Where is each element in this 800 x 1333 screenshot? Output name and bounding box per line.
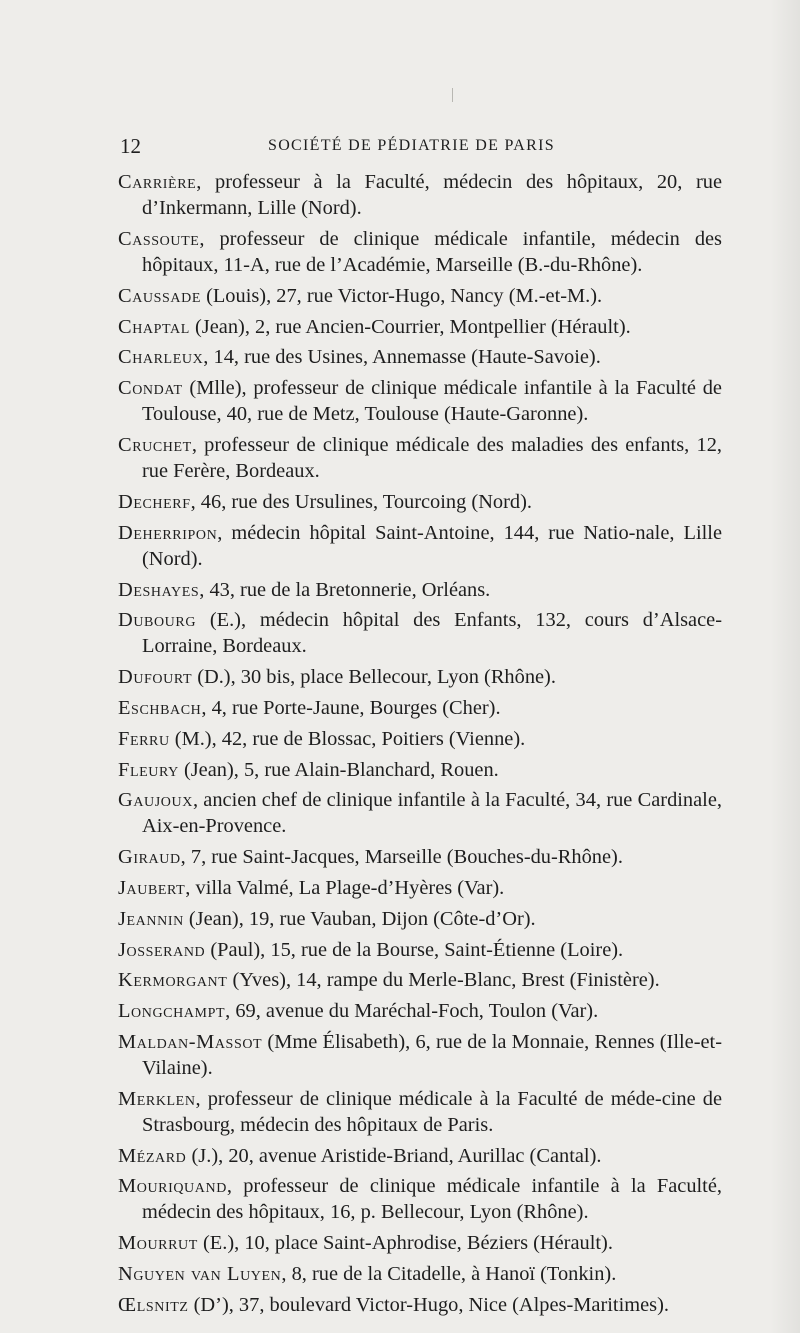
member-details: , professeur à la Faculté, médecin des hôpitaux, 20, rue d’Inkermann, Lille (Nord).: [142, 171, 722, 220]
member-entry: [118, 1173, 722, 1225]
member-details: , professeur de clinique médicale infantile à la Faculté, médecin des hôpitaux, 16, p. Bellecour, Lyon (Rhône).: [142, 1175, 722, 1224]
member-name: Deherripon: [118, 521, 218, 544]
member-name: Caussade: [118, 284, 201, 307]
member-entry: [118, 1292, 722, 1318]
member-entry: [118, 375, 722, 427]
member-details: , 7, rue Saint-Jacques, Marseille (Bouches-du-Rhône).: [180, 846, 623, 869]
member-name: Cassoute: [118, 227, 200, 250]
member-entry: [118, 226, 722, 278]
member-details: (Jean), 19, rue Vauban, Dijon (Côte-d’Or).: [183, 907, 536, 930]
member-entry: [118, 489, 722, 515]
member-name: Jeannin: [118, 907, 184, 930]
member-details: (M.), 42, rue de Blossac, Poitiers (Vienne).: [169, 727, 526, 750]
member-entry: [118, 998, 722, 1024]
member-name: Gaujoux: [118, 789, 193, 812]
member-entry: [118, 520, 722, 572]
member-entry: [118, 1086, 722, 1138]
member-name: Dubourg: [118, 609, 197, 632]
member-name: Mézard: [118, 1144, 187, 1167]
member-details: (Jean), 5, rue Alain-Blanchard, Rouen.: [178, 758, 499, 781]
member-details: , professeur de clinique médicale des maladies des enfants, 12, rue Ferère, Bordeaux.: [142, 433, 722, 483]
member-name: Mouriquand: [118, 1175, 227, 1198]
member-name: Giraud: [118, 846, 181, 869]
member-name: Longchampt: [118, 1000, 226, 1023]
member-details: (D’), 37, boulevard Victor-Hugo, Nice (Alpes-Maritimes).: [188, 1293, 669, 1316]
member-details: , 46, rue des Ursulines, Tourcoing (Nord).: [190, 490, 532, 513]
member-entry: [118, 1230, 722, 1256]
member-details: , ancien chef de clinique infantile à la Faculté, 34, rue Cardinale, Aix-en-Provence.: [142, 789, 722, 838]
member-entry: [118, 787, 722, 839]
member-entry: [118, 1143, 722, 1169]
member-entry: [118, 432, 722, 484]
member-details: (Yves), 14, rampe du Merle-Blanc, Brest (Finistère).: [227, 969, 660, 992]
member-entry: [118, 577, 722, 603]
member-name: Œlsnitz: [118, 1293, 189, 1316]
member-name: Maldan-Massot: [118, 1030, 263, 1053]
member-details: , professeur de clinique médicale infantile, médecin des hôpitaux, 11-A, rue de l’Académie, Marseille (B.-du-Rhône).: [142, 227, 722, 276]
member-name: Eschbach: [118, 696, 202, 719]
member-name: Jaubert: [118, 876, 186, 899]
member-entry: [118, 906, 722, 932]
member-details: , villa Valmé, La Plage-d’Hyères (Var).: [185, 876, 505, 899]
member-details: , professeur de clinique médicale à la Faculté de méde-cine de Strasbourg, médecin des hôpitaux de Paris.: [142, 1087, 722, 1136]
page-number: 12: [120, 134, 141, 158]
member-name: Mourrut: [118, 1232, 198, 1255]
member-entry: [118, 844, 722, 870]
member-list: [118, 169, 722, 1323]
member-name: Nguyen van Luyen: [118, 1263, 282, 1286]
member-name: Charleux: [118, 346, 204, 369]
member-entry: [118, 757, 722, 783]
member-name: Fleury: [118, 758, 179, 781]
member-details: , 14, rue des Usines, Annemasse (Haute-Savoie).: [203, 346, 601, 369]
member-entry: [118, 937, 722, 963]
member-details: (Mlle), professeur de clinique médicale infantile à la Faculté de Toulouse, 40, rue de Metz, Toulouse (Haute-Garonne).: [142, 377, 722, 426]
member-name: Josserand: [118, 938, 206, 961]
member-entry: [118, 875, 722, 901]
member-entry: [118, 314, 722, 340]
member-entry: [118, 726, 722, 752]
member-details: , 69, avenue du Maréchal-Foch, Toulon (Var).: [225, 1000, 599, 1023]
member-entry: [118, 967, 722, 993]
member-entry: [118, 664, 722, 690]
member-details: (Louis), 27, rue Victor-Hugo, Nancy (M.-et-M.).: [200, 284, 603, 307]
member-details: (Paul), 15, rue de la Bourse, Saint-Étienne (Loire).: [205, 938, 624, 961]
member-details: (Mme Élisabeth), 6, rue de la Monnaie, Rennes (Ille-et-Vilaine).: [142, 1030, 722, 1079]
member-name: Chaptal: [118, 315, 190, 338]
member-details: (D.), 30 bis, place Bellecour, Lyon (Rhône).: [192, 666, 556, 689]
member-name: Carrière: [118, 171, 197, 193]
member-entry: [118, 344, 722, 370]
running-title: SOCIÉTÉ DE PÉDIATRIE DE PARIS: [268, 137, 555, 154]
member-name: Merklen: [118, 1087, 196, 1110]
member-name: Condat: [118, 377, 183, 400]
member-name: Ferru: [118, 727, 170, 750]
member-name: Decherf: [118, 490, 191, 513]
member-details: , médecin hôpital Saint-Antoine, 144, rue Natio-nale, Lille (Nord).: [142, 521, 722, 570]
member-entry: [118, 607, 722, 659]
member-details: (E.), médecin hôpital des Enfants, 132, cours d’Alsace-Lorraine, Bordeaux.: [142, 609, 722, 658]
member-details: , 8, rue de la Citadelle, à Hanoï (Tonkin).: [281, 1263, 617, 1286]
page-header: [120, 132, 722, 160]
member-details: (Jean), 2, rue Ancien-Courrier, Montpellier (Hérault).: [189, 315, 631, 338]
member-entry: [118, 169, 722, 221]
member-name: Cruchet: [118, 433, 192, 456]
member-name: Deshayes: [118, 578, 200, 601]
scan-mark: [452, 88, 453, 102]
member-name: Kermorgant: [118, 969, 228, 992]
member-details: , 43, rue de la Bretonnerie, Orléans.: [199, 578, 491, 601]
member-details: (E.), 10, place Saint-Aphrodise, Béziers (Hérault).: [197, 1232, 613, 1255]
member-name: Dufourt: [118, 666, 193, 689]
member-entry: [118, 1261, 722, 1287]
member-details: , 4, rue Porte-Jaune, Bourges (Cher).: [201, 696, 501, 719]
member-entry: [118, 1029, 722, 1081]
member-details: (J.), 20, avenue Aristide-Briand, Aurillac (Cantal).: [186, 1144, 602, 1167]
member-entry: [118, 695, 722, 721]
member-entry: [118, 283, 722, 309]
